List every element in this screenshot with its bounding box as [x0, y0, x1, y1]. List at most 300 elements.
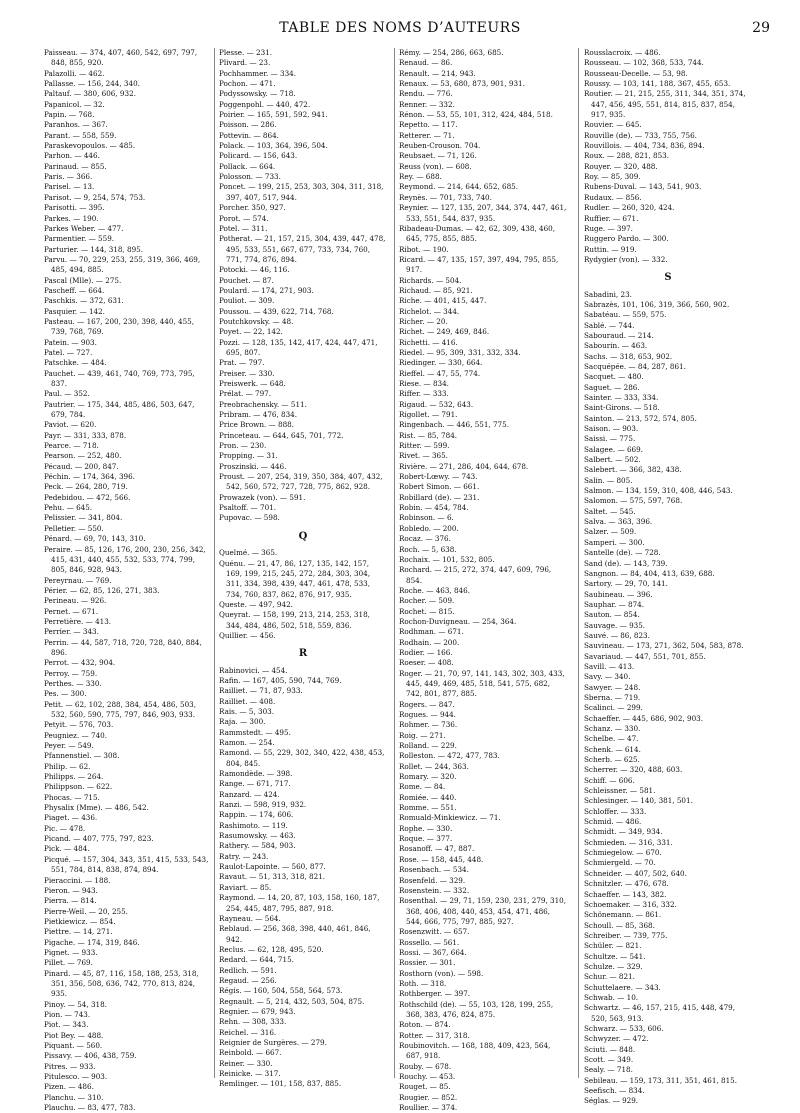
- index-entry: Sartory. — 29, 70, 141.: [584, 579, 668, 589]
- index-entry: Rousseau-Decelle. — 53, 98.: [584, 68, 688, 78]
- index-entry: Régis. — 160, 504, 558, 564, 573.: [219, 986, 343, 996]
- index-entry: Saison. — 903.: [584, 424, 639, 434]
- index-entry: Schleissner. — 581.: [584, 786, 656, 796]
- index-entry: Rudler. — 260, 320, 424.: [584, 203, 675, 213]
- index-entry: Payr. — 331, 333, 878.: [44, 430, 127, 440]
- index-entry: Repetto. — 117.: [399, 120, 458, 130]
- index-entry: Princeteau. — 644, 645, 701, 772.: [219, 430, 344, 440]
- index-entry: Rocher. — 509.: [399, 596, 455, 606]
- index-entry: Reynès. — 701, 733, 740.: [399, 192, 492, 202]
- index-entry: Rossello. — 561.: [399, 937, 460, 947]
- index-entry: Potel. — 311.: [219, 223, 268, 233]
- index-entry: Parant. — 558, 559.: [44, 130, 117, 140]
- index-entry: Rosenfeld. — 329.: [399, 875, 466, 885]
- index-entry: Preobrachensky. — 511.: [219, 399, 307, 409]
- index-entry: Parinaud. — 855.: [44, 161, 107, 171]
- index-entry: Roton. — 874.: [399, 1020, 451, 1030]
- index-entry: Périer. — 62, 85, 126, 271, 383.: [44, 585, 160, 595]
- index-entry: Savy. — 340.: [584, 672, 631, 682]
- index-entry: Sauvage. — 935.: [584, 620, 646, 630]
- index-entry: Rosthorn (von). — 598.: [399, 968, 484, 978]
- index-entry: Pécaud. — 200, 847.: [44, 461, 119, 471]
- index-entry: Pauchet. — 439, 461, 740, 769, 773, 795, 837.: [44, 368, 195, 388]
- index-entry: Poyet. — 22, 142.: [219, 327, 283, 337]
- index-entry: Sablé. — 744.: [584, 320, 635, 330]
- index-entry: Reuben-Crouson. 704.: [399, 141, 481, 151]
- index-entry: Pierre-Weil. — 20, 255.: [44, 906, 128, 916]
- index-entry: Salin. — 805.: [584, 475, 633, 485]
- index-entry: Palazolli. — 462.: [44, 68, 105, 78]
- index-entry: Schaeffer. — 143, 382.: [584, 889, 667, 899]
- index-entry: Pelissier. — 341, 804.: [44, 513, 123, 523]
- index-entry: Scherrer. — 320, 488, 603.: [584, 765, 683, 775]
- index-entry: Rashimoto. — 119.: [219, 820, 288, 830]
- index-entry: Salebert. — 366, 382, 438.: [584, 465, 682, 475]
- index-entry: Pitres. — 933.: [44, 1061, 96, 1071]
- index-entry: Potherat. — 21, 157, 215, 304, 439, 447, 478, 495, 533, 551, 667, 677, 733, 734, 760, 771, 774, 876, 894.: [219, 234, 386, 264]
- index-entry: Roche. — 463, 846.: [399, 585, 470, 595]
- index-entry: Rieffel. — 47, 55, 774.: [399, 368, 481, 378]
- index-entry: Papin. — 768.: [44, 110, 95, 120]
- index-entry: Roeser. — 408.: [399, 658, 454, 668]
- index-entry: Renault. — 214, 943.: [399, 68, 476, 78]
- index-entry: Sachs. — 318, 653, 902.: [584, 351, 673, 361]
- index-entry: Paschkis. — 372, 631.: [44, 296, 124, 306]
- index-entry: Savariaud. — 447, 551, 701, 855.: [584, 651, 706, 661]
- index-entry: Richer. — 20.: [399, 316, 448, 326]
- index-entry: Sabadini, 23.: [584, 289, 632, 299]
- index-entry: Schloffer. — 333.: [584, 806, 647, 816]
- index-entry: Paranhos. — 367.: [44, 120, 108, 130]
- index-entry: Pignet. — 933.: [44, 947, 98, 957]
- index-entry: Rome. — 84.: [399, 782, 446, 792]
- index-entry: Ruge. — 397.: [584, 223, 633, 233]
- index-entry: Perretière. — 413.: [44, 616, 112, 626]
- index-entry: Roy. — 85, 309.: [584, 172, 641, 182]
- index-entry: Saint-Girons. — 518.: [584, 403, 660, 413]
- index-entry: Parisotti. — 395.: [44, 203, 105, 213]
- index-entry: Salomon. — 575, 597, 768.: [584, 496, 683, 506]
- index-entry: Reignier de Surgères. — 279.: [219, 1037, 327, 1047]
- index-entry: Schwarz. — 533, 606.: [584, 1023, 664, 1033]
- index-entry: Sauvé. — 86, 823.: [584, 630, 650, 640]
- index-entry: Paviot. — 620.: [44, 420, 97, 430]
- index-entry: Routier. — 21, 215, 255, 311, 344, 351, 374, 447, 456, 495, 551, 814, 815, 837, 854, 917, 935.: [584, 89, 746, 120]
- index-entry: Pascheff. — 664.: [44, 285, 105, 295]
- index-entry: Parkes Weber. — 477.: [44, 223, 124, 233]
- index-entry: Rolland. — 229.: [399, 741, 457, 751]
- index-entry: Patschke. — 484.: [44, 358, 107, 368]
- section-letter: S: [664, 272, 672, 284]
- index-entry: Scalinci. — 299.: [584, 703, 643, 713]
- index-entry: Plauchu. — 83, 477, 783.: [44, 1103, 136, 1113]
- index-entry: Reblaud. — 256, 368, 398, 440, 461, 846, 942.: [219, 924, 371, 944]
- index-entry: Rodhain. — 200.: [399, 637, 460, 647]
- index-entry: Preiser. — 330.: [219, 368, 275, 378]
- index-entry: Schlesinger. — 140, 381, 501.: [584, 796, 693, 806]
- index-entry: Patein. — 903.: [44, 337, 97, 347]
- index-entry: Retterer. — 71.: [399, 130, 455, 140]
- index-entry: Pereyrnau. — 769.: [44, 575, 112, 585]
- index-entry: Petit. — 62, 102, 288, 384, 454, 486, 503, 532, 560, 590, 775, 797, 846, 903, 933.: [44, 699, 197, 719]
- index-entry: Reinicke. — 317.: [219, 1069, 281, 1078]
- index-entry: Rigollet. — 791.: [399, 410, 458, 420]
- index-entry: Reichel. — 316.: [219, 1027, 277, 1037]
- index-entry: Sabourin. — 463.: [584, 341, 648, 351]
- index-entry: Ratry. — 243.: [219, 851, 269, 861]
- index-entry: Rouyer. — 320, 488.: [584, 161, 658, 171]
- index-entry: Romary. — 320.: [399, 772, 457, 782]
- index-entry: Richards. — 504.: [399, 275, 462, 285]
- index-entry: Ritter. — 599.: [399, 441, 450, 451]
- section-letter: R: [298, 648, 308, 660]
- index-entry: Poncet. — 199, 215, 253, 303, 304, 311, 318, 397, 407, 517, 944.: [219, 182, 384, 202]
- index-entry: Piquant. — 560.: [44, 1041, 103, 1050]
- index-entry: Rosenthal. — 29, 71, 159, 230, 231, 279, 310, 368, 406, 408, 440, 453, 454, 471, 486, 544, 666, 775, 797, 885, 927.: [399, 896, 567, 926]
- index-column-4: [584, 48, 752, 1106]
- index-entry: Roque. — 377.: [399, 834, 453, 844]
- index-entry: Rollet. — 244, 363.: [399, 761, 469, 771]
- index-entry: Roux. — 288, 821, 853.: [584, 151, 670, 161]
- index-entry: Rougier. — 852.: [399, 1092, 458, 1102]
- index-entry: Roullier. — 374.: [399, 1103, 458, 1113]
- index-entry: Rudaux. — 856.: [584, 192, 642, 202]
- index-entry: Pfannenstiel. — 308.: [44, 751, 120, 761]
- index-entry: Pick. — 484.: [44, 844, 90, 854]
- index-entry: Rayneau. — 564.: [219, 913, 281, 923]
- index-entry: Rivière. — 271, 286, 404, 644, 678.: [399, 461, 529, 471]
- index-entry: Rousslacroix. — 486.: [584, 48, 661, 57]
- index-entry: Pietkiewicz. — 854.: [44, 916, 116, 926]
- index-entry: Pigache. — 174, 319, 846.: [44, 937, 140, 947]
- index-entry: Proszinski. — 446.: [219, 461, 287, 471]
- index-entry: Rasumowsky. — 463.: [219, 831, 296, 841]
- index-entry: Sebileau. — 159, 173, 311, 351, 461, 815.: [584, 1075, 738, 1085]
- index-entry: Schwab. — 10.: [584, 992, 639, 1002]
- index-entry: Pearce. — 718.: [44, 441, 99, 451]
- index-entry: Pottevin. — 864.: [219, 130, 279, 140]
- index-entry: Prat. — 797.: [219, 358, 265, 368]
- page-header: [40, 18, 770, 40]
- index-entry: Pron. — 230.: [219, 441, 267, 451]
- index-entry: Pupovac. — 598.: [219, 513, 280, 523]
- index-entry: Ranzi. — 598, 919, 932.: [219, 800, 307, 810]
- index-entry: Rouvillois. — 404, 734, 836, 894.: [584, 141, 705, 151]
- index-entry: Perrin. — 44, 587, 718, 720, 728, 840, 884, 896.: [44, 637, 202, 657]
- index-entry: Rogues. — 944.: [399, 710, 456, 719]
- index-entry: Pes. — 300.: [44, 689, 87, 699]
- index-entry: Romiée. — 440.: [399, 792, 457, 802]
- index-entry: Renner. — 332.: [399, 99, 455, 109]
- index-entry: Schmid. — 486.: [584, 817, 642, 827]
- index-entry: Pollack. — 664.: [219, 161, 276, 171]
- index-entry: Queste. — 497, 942.: [219, 599, 293, 609]
- index-entry: Schnitzler. — 476, 678.: [584, 879, 669, 889]
- index-entry: Riffer. — 333.: [399, 389, 449, 399]
- index-entry: Poirier. — 165, 591, 592, 941.: [219, 110, 328, 120]
- index-entry: Range. — 671, 717.: [219, 779, 291, 789]
- index-entry: Sawyer. — 248.: [584, 682, 641, 692]
- index-entry: Raja. — 300.: [219, 717, 266, 727]
- index-entry: Pouliot. — 309.: [219, 296, 275, 306]
- index-entry: Plesse. — 231.: [219, 48, 273, 57]
- index-entry: Sauphar. — 874.: [584, 599, 645, 609]
- index-entry: Séglas. — 929.: [584, 1096, 639, 1106]
- index-entry: Pinoy. — 54, 318.: [44, 999, 107, 1009]
- index-entry: Rehn. — 308, 333.: [219, 1017, 287, 1027]
- index-entry: Sabatéau. — 559, 575.: [584, 310, 667, 320]
- index-entry: Schmieden. — 316, 331.: [584, 837, 673, 847]
- index-entry: Ricard. — 47, 135, 157, 397, 494, 795, 855, 917.: [399, 254, 559, 275]
- index-entry: Pouchet. — 87.: [219, 275, 274, 285]
- index-entry: Paltauf. — 380, 606, 932.: [44, 89, 136, 99]
- index-entry: Sabrazès, 101, 106, 319, 366, 560, 902.: [584, 299, 730, 309]
- column-divider: [394, 48, 395, 1078]
- index-entry: Regnault. — 5, 214, 432, 503, 504, 875.: [219, 996, 365, 1006]
- index-entry: Pieron. — 943.: [44, 885, 98, 895]
- index-entry: Riedel. — 95, 309, 331, 332, 334.: [399, 347, 521, 357]
- index-entry: Scott. — 349.: [584, 1055, 634, 1064]
- index-entry: Ranzard. — 424.: [219, 789, 280, 799]
- index-entry: Schreiber. — 739, 775.: [584, 930, 668, 940]
- index-entry: Rocaz. — 376.: [399, 534, 451, 544]
- index-entry: Reiner. — 330.: [219, 1058, 273, 1068]
- index-entry: Schönemann. — 861.: [584, 910, 662, 920]
- index-entry: Raulot-Lapointe. — 560, 877.: [219, 862, 326, 872]
- index-entry: Peyer. — 549.: [44, 741, 94, 751]
- index-entry: Rosenzwitt. — 657.: [399, 927, 470, 937]
- index-entry: Schaeffer. — 445, 686, 902, 903.: [584, 713, 704, 723]
- index-entry: Reubsaet. — 71, 126.: [399, 151, 477, 161]
- index-entry: Seefisch. — 834.: [584, 1086, 645, 1096]
- index-entry: Railliet. — 408.: [219, 696, 276, 706]
- index-entry: Reuss (von). — 608.: [399, 161, 472, 171]
- index-entry: Rousseau. — 102, 368, 533, 744.: [584, 58, 704, 68]
- index-entry: Parturier. — 144, 318, 895.: [44, 244, 144, 254]
- index-entry: Pierra. — 814.: [44, 896, 97, 906]
- index-entry: Rossi. — 367, 664.: [399, 947, 467, 957]
- page-number: 29: [752, 20, 770, 36]
- index-entry: Podyssowsky. — 718.: [219, 89, 296, 99]
- index-entry: Physalix (Mme). — 486, 542.: [44, 803, 149, 813]
- index-entry: Scherb. — 625.: [584, 755, 640, 765]
- index-entry: Richelot. — 344.: [399, 306, 460, 316]
- index-entry: Ravaut. — 51, 313, 318, 821.: [219, 872, 326, 882]
- index-entry: Rist. — 85, 784.: [399, 430, 458, 440]
- index-entry: Saguet. — 286.: [584, 382, 640, 392]
- index-entry: Picand. — 407, 775, 797, 823.: [44, 834, 154, 844]
- index-entry: Robert Simon. — 661.: [399, 482, 480, 492]
- index-entry: Rose. — 158, 445, 448.: [399, 854, 484, 864]
- index-entry: Pinard. — 45, 87, 116, 158, 188, 253, 318, 351, 356, 508, 636, 742, 770, 813, 824, 935.: [44, 968, 199, 999]
- index-entry: Péchin. — 174, 364, 396.: [44, 472, 135, 482]
- index-entry: Rouville (de). — 733, 755, 756.: [584, 130, 697, 140]
- index-entry: Romuald-Minkiewicz. — 71.: [399, 813, 501, 823]
- index-entry: Rappin. — 174, 606.: [219, 810, 294, 820]
- index-entry: Saubineau. — 396.: [584, 589, 653, 599]
- index-entry: Roger. — 21, 70, 97, 141, 143, 302, 303, 433, 445, 449, 469, 485, 518, 541, 575, 682, 742, 801, 877, 885.: [399, 668, 565, 699]
- index-entry: Ramon. — 254.: [219, 738, 275, 747]
- index-entry: Proust. — 207, 254, 319, 350, 384, 407, 432, 542, 560, 572, 727, 728, 775, 862, 928.: [219, 472, 383, 492]
- index-entry: Pallasse. — 156, 244, 340.: [44, 79, 140, 89]
- index-columns: [44, 48, 774, 1113]
- index-entry: Pissavy. — 406, 438, 759.: [44, 1051, 137, 1061]
- index-entry: Rothberger. — 397.: [399, 989, 471, 999]
- index-entry: Rouget. — 85.: [399, 1082, 451, 1092]
- index-entry: Sberna. — 719.: [584, 692, 641, 702]
- index-entry: Salagee. — 669.: [584, 444, 643, 454]
- index-entry: Rodier. — 166.: [399, 647, 453, 657]
- index-entry: Riedinger. — 330, 664.: [399, 358, 483, 368]
- index-entry: Riese. — 834.: [399, 379, 449, 388]
- index-entry: Perrot. — 432, 904.: [44, 658, 116, 668]
- index-entry: Ramondède. — 398.: [219, 769, 293, 779]
- index-entry: Robert-Lœwy. — 743.: [399, 472, 478, 482]
- index-entry: Parvu. — 70, 229, 253, 255, 319, 366, 469, 485, 494, 885.: [44, 254, 201, 275]
- index-entry: Potocki. — 46, 116.: [219, 265, 290, 275]
- index-entry: Schenk. — 614.: [584, 744, 641, 754]
- index-entry: Quénu. — 21, 47, 86, 127, 135, 142, 157, 169, 199, 215, 245, 272, 284, 303, 304, 311, 334, 398, 439, 447, 461, 478, 533, 734, 760, 837, 862, 876, 917, 935.: [219, 558, 371, 599]
- index-entry: Regnier. — 679, 943.: [219, 1006, 296, 1016]
- index-entry: Pasteau. — 167, 200, 230, 398, 440, 455, 739, 768, 769.: [44, 316, 195, 337]
- index-entry: Piettre. — 14, 271.: [44, 927, 113, 937]
- index-entry: Rosanoff. — 47, 887.: [399, 844, 475, 854]
- index-entry: Schultze. — 541.: [584, 951, 646, 961]
- index-entry: Salbert. — 502.: [584, 455, 641, 465]
- index-entry: Polosson. — 733.: [219, 172, 281, 182]
- index-entry: Perroy. — 759.: [44, 668, 98, 678]
- index-entry: Raymond. — 14, 20, 87, 103, 158, 160, 187, 254, 445, 487, 795, 887, 918.: [219, 893, 380, 913]
- index-entry: Rosenbach. — 534.: [399, 865, 469, 875]
- index-entry: Rydygier (von). — 332.: [584, 254, 668, 264]
- index-entry: Piaget. — 436.: [44, 813, 98, 823]
- index-entry: Robinson. — 6.: [399, 513, 454, 523]
- index-entry: Price Brown. — 888.: [219, 420, 295, 430]
- index-entry: Pizen. — 486.: [44, 1082, 94, 1092]
- index-entry: Picqué. — 157, 304, 343, 351, 415, 533, 543, 551, 784, 814, 838, 874, 894.: [44, 854, 209, 875]
- index-entry: Roth. — 318.: [399, 978, 447, 988]
- index-entry: Quelmé. — 365.: [219, 548, 278, 558]
- index-entry: Ruggero Pardo. — 300.: [584, 234, 669, 244]
- index-entry: Propping. — 31.: [219, 451, 278, 461]
- index-entry: Schoull. — 85, 368.: [584, 920, 655, 930]
- index-entry: Rossier. — 301.: [399, 958, 456, 968]
- index-entry: Romme. — 551.: [399, 803, 457, 813]
- index-entry: Roch. — 5, 638.: [399, 544, 457, 554]
- column-divider: [214, 48, 215, 1078]
- column-divider: [578, 48, 579, 1078]
- index-entry: Rodhman. — 671.: [399, 627, 464, 637]
- index-entry: Pedebidou. — 472, 566.: [44, 492, 131, 502]
- index-entry: Rémy. — 254, 286, 663, 685.: [399, 48, 504, 57]
- index-entry: Ribadeau-Dumas. — 42, 62, 309, 438, 460, 645, 775, 855, 885.: [399, 223, 556, 244]
- index-entry: Schulze. — 329.: [584, 961, 643, 971]
- index-entry: Parkes. — 190.: [44, 213, 99, 223]
- index-entry: Renaux. — 53, 680, 873, 901, 931.: [399, 79, 525, 89]
- index-entry: Rouby. — 678.: [399, 1061, 452, 1071]
- index-entry: Savill. — 413.: [584, 661, 635, 671]
- index-entry: Planchu. — 310.: [44, 1092, 104, 1102]
- index-entry: Pic. — 478.: [44, 823, 86, 833]
- index-entry: Redard. — 644, 715.: [219, 955, 294, 965]
- index-entry: Raviart. — 85.: [219, 882, 272, 892]
- index-entry: Sauvineau. — 173, 271, 362, 504, 583, 878.: [584, 641, 744, 651]
- index-entry: Rochard. — 215, 272, 374, 447, 609, 796, 854.: [399, 565, 552, 585]
- index-entry: Rathery. — 584, 903.: [219, 841, 296, 851]
- index-entry: Rabinovici. — 454.: [219, 665, 288, 675]
- index-entry: Santelle (de). — 728.: [584, 548, 661, 558]
- index-entry: Rammstedt. — 495.: [219, 727, 291, 737]
- index-entry: Schoemaker. — 316, 332.: [584, 899, 677, 909]
- index-entry: Reymond. — 214, 644, 652, 685.: [399, 182, 519, 192]
- index-entry: Pozzi. — 128, 135, 142, 417, 424, 447, 471, 695, 807.: [219, 337, 378, 357]
- section-letter: Q: [298, 530, 308, 542]
- index-entry: Pillet. — 769.: [44, 958, 93, 968]
- index-entry: Polack. — 103, 364, 396, 504.: [219, 141, 328, 151]
- index-entry: Ruttin. — 919.: [584, 244, 637, 254]
- index-entry: Schmiegelow. — 670.: [584, 848, 662, 858]
- index-entry: Salzer. — 509.: [584, 527, 637, 537]
- index-entry: Samperi. — 300.: [584, 537, 645, 547]
- index-entry: Paisseau. — 374, 407, 460, 542, 697, 797, 848, 855, 920.: [44, 48, 198, 68]
- index-entry: Schwyzer. — 472.: [584, 1034, 649, 1044]
- index-entry: Robillard (de). — 231.: [399, 492, 480, 502]
- index-entry: Rivet. — 365.: [399, 451, 448, 461]
- index-entry: Renaud. — 86.: [399, 58, 453, 68]
- index-entry: Ruffier. — 671.: [584, 213, 639, 223]
- index-entry: Rey. — 688.: [399, 172, 442, 182]
- index-entry: Schwartz. — 46, 157, 215, 415, 448, 479, 520, 563, 913.: [584, 1003, 736, 1023]
- index-entry: Roubinovitch. — 168, 188, 409, 423, 564, 687, 918.: [399, 1041, 551, 1061]
- index-entry: Regaud. — 256.: [219, 975, 277, 985]
- index-entry: Sciuti. — 848.: [584, 1044, 636, 1054]
- index-entry: Saissi. — 775.: [584, 434, 636, 444]
- index-entry: Pribram. — 476, 834.: [219, 410, 298, 420]
- index-entry: Pion. — 743.: [44, 1009, 91, 1019]
- index-entry: Petyit. — 576, 703.: [44, 720, 114, 730]
- index-entry: Schmidt. — 349, 934.: [584, 827, 663, 837]
- index-entry: Peck. — 264, 280, 719.: [44, 482, 128, 492]
- index-entry: Parisel. — 13.: [44, 182, 95, 192]
- index-entry: Philippson. — 622.: [44, 782, 113, 792]
- index-entry: Sainter. — 333, 334.: [584, 393, 659, 402]
- index-entry: Pehu. — 645.: [44, 503, 93, 513]
- index-entry: Perthes. — 330.: [44, 678, 102, 688]
- index-column-1: [44, 48, 212, 1113]
- index-entry: Schuttelaere. — 343.: [584, 982, 661, 992]
- index-entry: Robledo. — 200.: [399, 523, 459, 533]
- index-entry: Porcher. 350, 927.: [219, 203, 286, 213]
- index-entry: Roig. — 271.: [399, 730, 446, 740]
- index-entry: Perineau. — 926.: [44, 596, 107, 606]
- index-entry: Patel. — 727.: [44, 347, 93, 357]
- index-entry: Railliet. — 71, 87, 933.: [219, 686, 303, 696]
- index-entry: Peraire. — 85, 126, 176, 200, 230, 256, 342, 415, 431, 440, 455, 532, 533, 774, 799, 805, 846, 928, 943.: [44, 544, 206, 575]
- index-entry: Rophe. — 330.: [399, 823, 453, 833]
- index-entry: Poulard. — 174, 271, 903.: [219, 285, 314, 295]
- index-entry: Queyrat. — 158, 199, 213, 214, 253, 318, 344, 484, 486, 502, 518, 559, 836.: [219, 610, 370, 630]
- index-entry: Policard. — 156, 643.: [219, 151, 298, 161]
- index-entry: Rigaud. — 532, 643.: [399, 399, 474, 409]
- index-entry: Philip. — 62.: [44, 761, 91, 771]
- index-entry: Pautrier. — 175, 344, 485, 486, 503, 647, 679, 784.: [44, 399, 195, 420]
- index-entry: Salmon. — 134, 159, 310, 408, 446, 543.: [584, 486, 733, 496]
- index-entry: Pasquier. — 142.: [44, 306, 105, 316]
- index-entry: Rafin. — 167, 405, 590, 744, 769.: [219, 675, 342, 685]
- index-entry: Pelletier. — 550.: [44, 523, 104, 533]
- index-entry: Poussou. — 439, 622, 714, 768.: [219, 306, 334, 316]
- index-entry: Rochon-Duvigneau. — 254, 364.: [399, 616, 517, 626]
